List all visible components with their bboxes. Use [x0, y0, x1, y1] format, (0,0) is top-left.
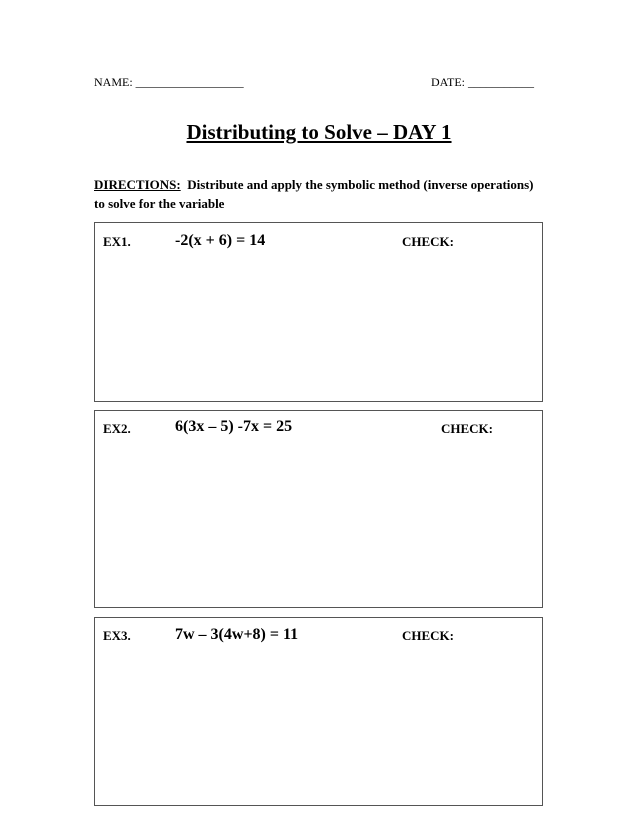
directions — [94, 175, 544, 213]
directions-text: Distribute and apply the symbolic method (inverse operations) to solve for the variable — [94, 177, 534, 211]
name-field[interactable]: NAME: __________________ — [94, 75, 244, 89]
example-box-3[interactable] — [94, 617, 543, 806]
check-label: CHECK: — [441, 421, 493, 436]
example-label: EX2. — [103, 421, 131, 436]
directions-label: DIRECTIONS: — [94, 177, 181, 192]
check-label: CHECK: — [402, 628, 454, 643]
example-box-2[interactable] — [94, 410, 543, 608]
example-box-1[interactable] — [94, 222, 543, 402]
example-label: EX1. — [103, 234, 131, 249]
example-equation: 6(3x – 5) -7x = 25 — [175, 418, 293, 435]
example-label: EX3. — [103, 628, 131, 643]
example-equation: -2(x + 6) = 14 — [175, 232, 266, 249]
page-title: Distributing to Solve – DAY 1 — [186, 120, 452, 144]
check-label: CHECK: — [402, 234, 454, 249]
example-equation: 7w – 3(4w+8) = 11 — [175, 626, 299, 643]
date-field[interactable]: DATE: ___________ — [431, 75, 534, 89]
